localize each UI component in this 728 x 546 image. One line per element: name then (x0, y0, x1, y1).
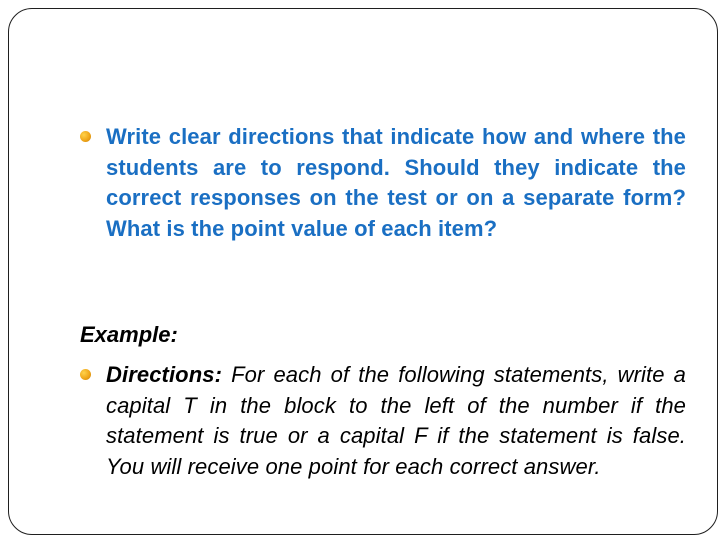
example-bullet-list (80, 360, 686, 482)
directions-label: Directions: (106, 362, 223, 387)
bullet-dot-icon (80, 369, 91, 380)
bullet-dot-icon (80, 131, 91, 142)
bullet-list (80, 122, 686, 244)
bullet-point-text: Write clear directions that indicate how and where the students are to respond. Should they indicate the correct responses on the test or on a separate form? What is the point value of each item? (106, 124, 686, 241)
example-heading: Example: (80, 322, 178, 347)
bullet-point-directions (80, 360, 686, 482)
bullet-point-instructions (80, 122, 686, 244)
directions-text: For each of the following statements, write a capital T in the block to the left of the number if the statement is true or a capital F if the statement is false. You will receive one point for each correct answer. (106, 362, 686, 479)
